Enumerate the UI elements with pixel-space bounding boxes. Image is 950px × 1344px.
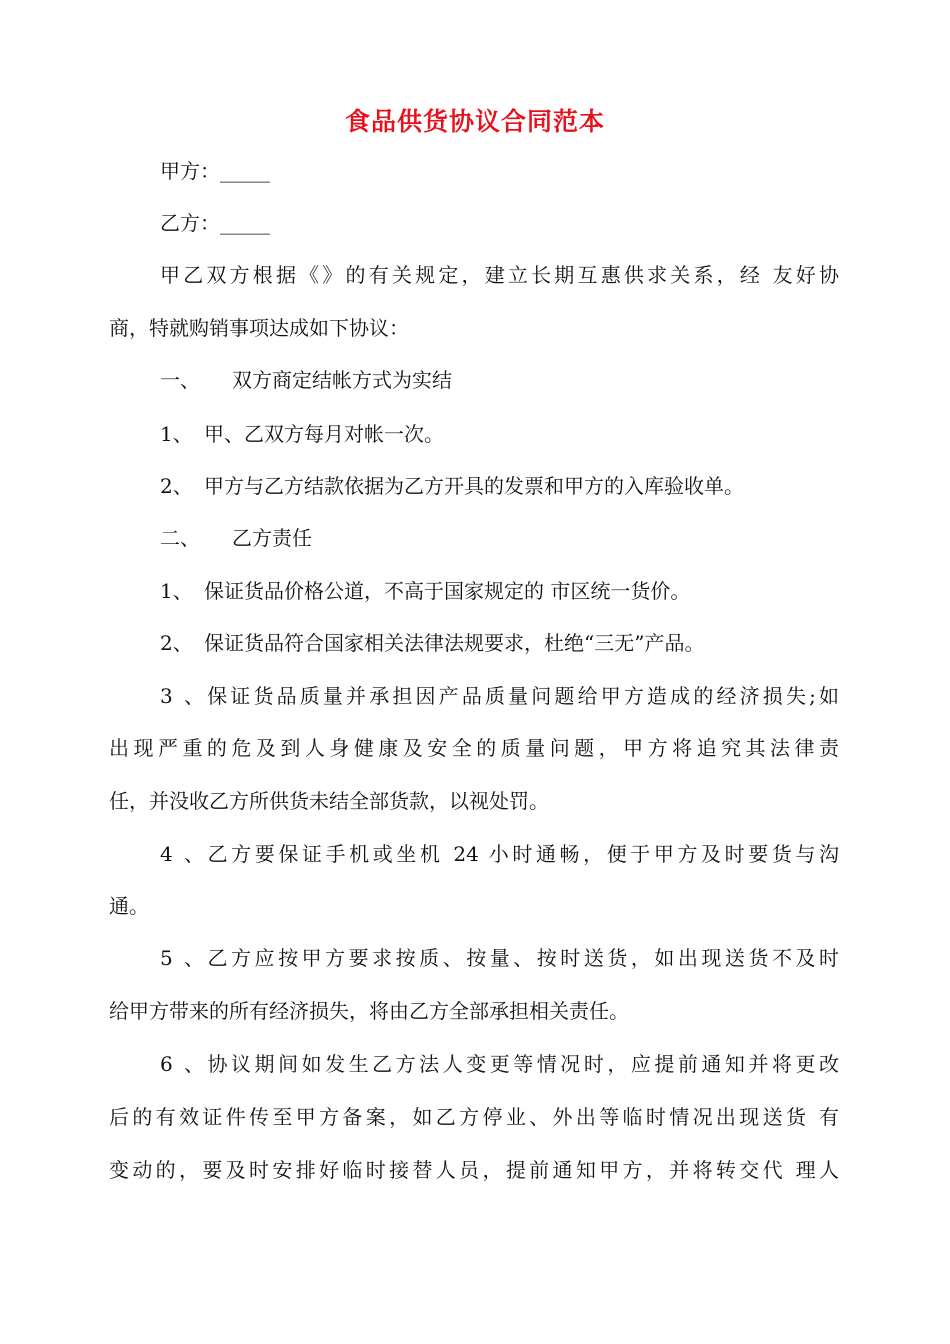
clause-number: 1、 xyxy=(160,579,193,603)
clause-2-4-line-1 xyxy=(160,840,839,868)
section-1-title: 双方商定结帐方式为实结 xyxy=(232,368,452,392)
clause-text: 保证货品价格公道，不高于国家规定的 市区统一货价。 xyxy=(204,579,691,603)
clause-text: 甲方与乙方结款依据为乙方开具的发票和甲方的入库验收单。 xyxy=(204,474,744,498)
clause-1-2 xyxy=(160,472,744,500)
clause-number: 1、 xyxy=(160,422,193,446)
clause-2-3-line-1 xyxy=(160,682,839,710)
clause-2-4-line-2: 通。 xyxy=(109,894,149,918)
clause-2-6-line-1 xyxy=(160,1050,839,1078)
section-1-heading xyxy=(160,366,452,394)
clause-text: 协议期间如发生乙方法人变更等情况时，应提前通知并将更改 xyxy=(204,1052,839,1076)
clause-number: 5、 xyxy=(160,946,204,970)
intro-line-1: 甲乙双方根据《》的有关规定，建立长期互惠供求关系，经 友好协 xyxy=(160,263,839,287)
party-b-line: 乙方：_____ xyxy=(160,211,270,235)
clause-text: 保证货品符合国家相关法律法规要求，杜绝“三无”产品。 xyxy=(204,631,705,655)
clause-number: 2、 xyxy=(160,631,193,655)
clause-2-6-line-2: 后的有效证件传至甲方备案，如乙方停业、外出等临时情况出现送货 有 xyxy=(109,1105,839,1129)
clause-text: 乙方要保证手机或坐机 24 小时通畅，便于甲方及时要货与沟 xyxy=(204,842,839,866)
section-2-title: 乙方责任 xyxy=(232,526,312,550)
clause-2-3-line-2: 出现严重的危及到人身健康及安全的质量问题，甲方将追究其法律责 xyxy=(109,736,839,760)
clause-number: 2、 xyxy=(160,474,193,498)
clause-2-2 xyxy=(160,629,704,657)
section-2-number: 二、 xyxy=(160,526,200,550)
clause-2-6-line-3: 变动的，要及时安排好临时接替人员，提前通知甲方，并将转交代 理人 xyxy=(109,1158,839,1182)
clause-2-1 xyxy=(160,577,690,605)
party-a-line: 甲方：_____ xyxy=(160,159,270,183)
document-title: 食品供货协议合同范本 xyxy=(344,107,605,136)
section-2-heading xyxy=(160,524,312,552)
clause-2-5-line-2: 给甲方带来的所有经济损失，将由乙方全部承担相关责任。 xyxy=(109,999,629,1023)
clause-text: 保证货品质量并承担因产品质量问题给甲方造成的经济损失;如 xyxy=(204,684,839,708)
clause-number: 6、 xyxy=(160,1052,204,1076)
clause-text: 乙方应按甲方要求按质、按量、按时送货，如出现送货不及时 xyxy=(204,946,839,970)
intro-line-2: 商，特就购销事项达成如下协议： xyxy=(109,316,409,340)
section-1-number: 一、 xyxy=(160,368,200,392)
clause-2-5-line-1 xyxy=(160,944,839,972)
clause-text: 甲、乙双方每月对帐一次。 xyxy=(204,422,444,446)
clause-1-1 xyxy=(160,420,444,448)
clause-2-3-line-3: 任，并没收乙方所供货未结全部货款，以视处罚。 xyxy=(109,789,549,813)
clause-number: 4、 xyxy=(160,842,204,866)
clause-number: 3、 xyxy=(160,684,204,708)
